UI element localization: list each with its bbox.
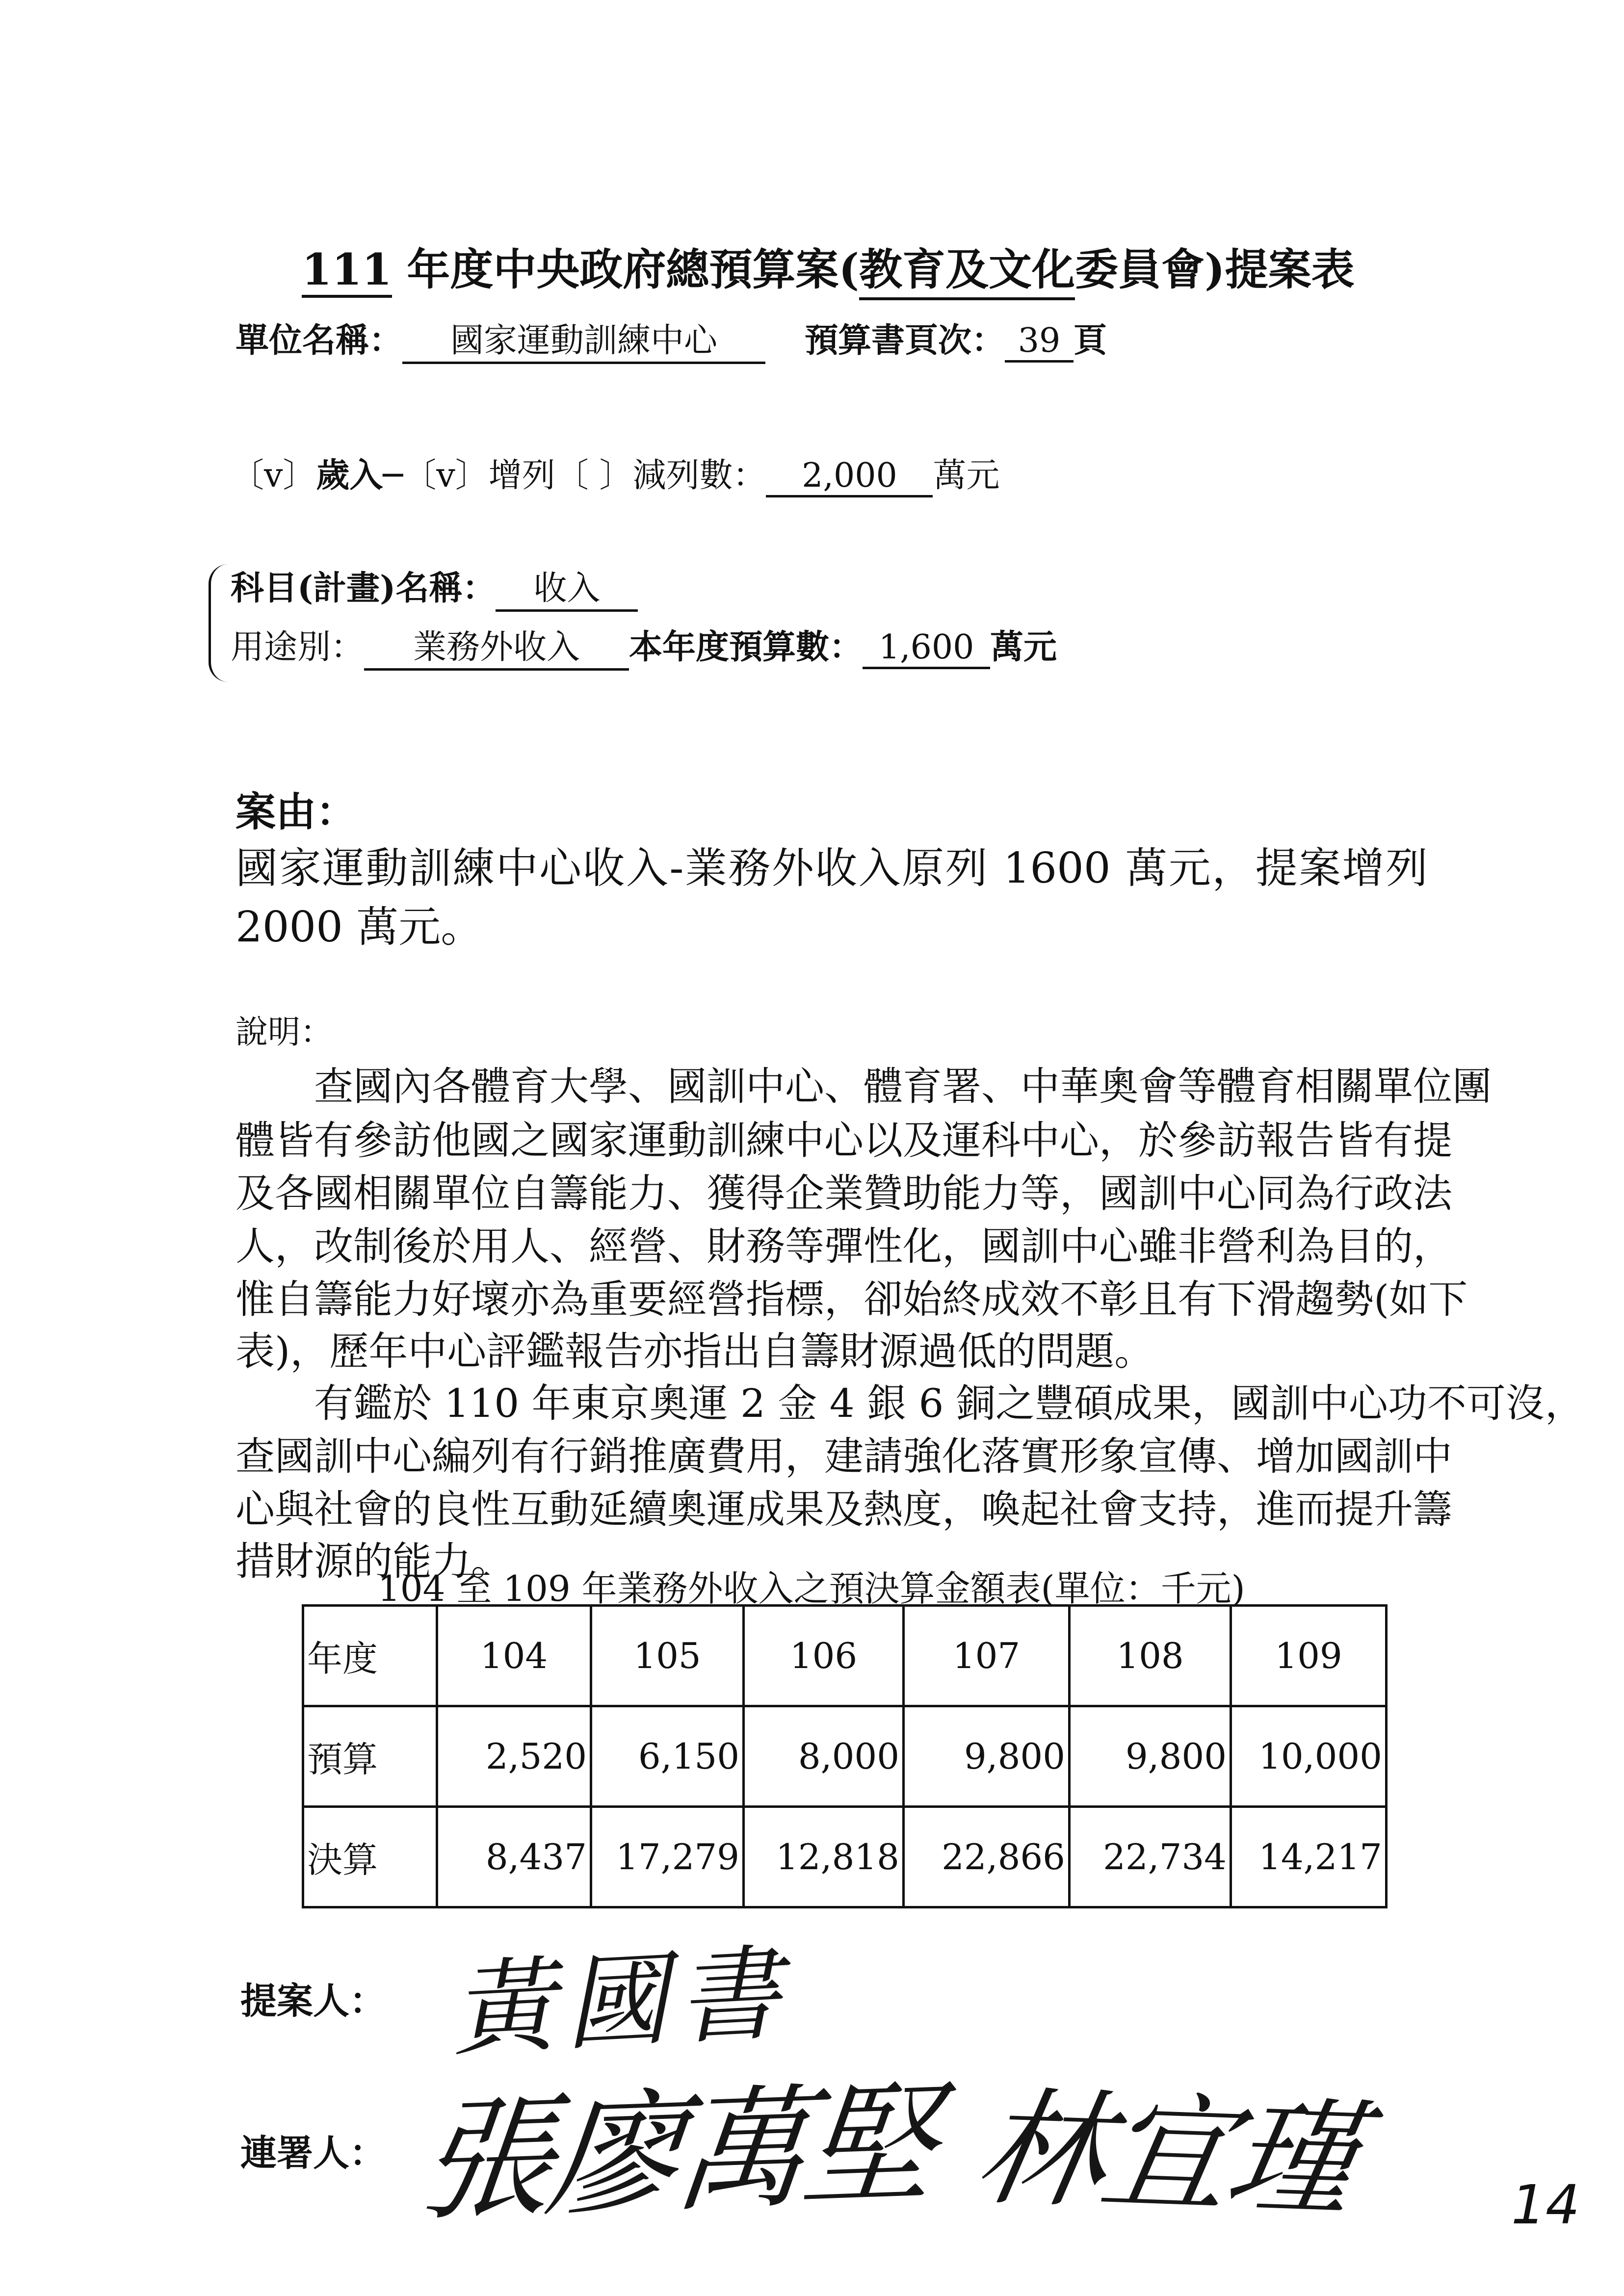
table-cell: 8,000 xyxy=(744,1706,904,1807)
table-header-row xyxy=(303,1606,1387,1706)
revenue-checkbox: 〔v〕 xyxy=(231,456,316,495)
increase-label: 增列 xyxy=(488,456,555,495)
usage-line xyxy=(231,621,1057,671)
table-caption: 104 至 109 年業務外收入之預決算金額表(單位：千元) xyxy=(378,1568,1245,1609)
table-cell: 9,800 xyxy=(904,1706,1070,1807)
unit-line xyxy=(236,314,1107,364)
title-year: 111 xyxy=(302,244,392,298)
explanation-line: 查國訓中心編列有行銷推廣費用，建請強化落實形象宣傳、增加國訓中 xyxy=(236,1434,1452,1479)
decrease-checkbox: 〔 〕 xyxy=(555,456,633,495)
cosigner-signature-1: 張廖萬堅 xyxy=(413,2066,939,2240)
table-cell: 105 xyxy=(591,1606,744,1706)
explanation-line: 惟自籌能力好壞亦為重要經營指標，卻始終成效不彰且有下滑趨勢(如下 xyxy=(236,1277,1468,1322)
reason-heading: 案由： xyxy=(236,788,357,835)
table-cell: 22,734 xyxy=(1070,1807,1231,1907)
unit-value: 國家運動訓練中心 xyxy=(402,314,765,364)
usage-value: 業務外收入 xyxy=(364,621,629,671)
table-cell: 107 xyxy=(904,1606,1070,1706)
explanation-line: 措財源的能力。 xyxy=(236,1539,510,1584)
decrease-label: 減列數： xyxy=(632,456,766,495)
table-cell: 2,520 xyxy=(437,1706,591,1807)
explanation-line: 有鑑於 110 年東京奧運 2 金 4 銀 6 銅之豐碩成果，國訓中心功不可沒， xyxy=(236,1381,1584,1426)
unit-label: 單位名稱： xyxy=(236,321,403,360)
table-cell: 6,150 xyxy=(591,1706,744,1807)
increase-checkbox: 〔v〕 xyxy=(403,456,489,495)
table-cell: 10,000 xyxy=(1231,1706,1387,1807)
explanation-line: 查國內各體育大學、國訓中心、體育署、中華奧會等體育相關單位團 xyxy=(236,1064,1492,1109)
budget-label: 本年度預算數： xyxy=(629,627,863,667)
table-cell: 決算 xyxy=(303,1807,437,1907)
table-cell: 8,437 xyxy=(437,1807,591,1907)
table-cell: 9,800 xyxy=(1070,1706,1231,1807)
adjust-line xyxy=(231,449,999,497)
title-suffix: 委員會)提案表 xyxy=(1075,244,1355,295)
budget-unit: 萬元 xyxy=(990,627,1057,667)
cosigner-signature-2: 林宜瑾 xyxy=(966,2074,1368,2235)
table-cell: 預算 xyxy=(303,1706,437,1807)
table-cell: 104 xyxy=(437,1606,591,1706)
reason-line: 2000 萬元。 xyxy=(236,903,483,952)
title-committee: 教育及文化 xyxy=(859,235,1075,300)
explanation-line: 人，改制後於用人、經營、財務等彈性化，國訓中心雖非營利為目的， xyxy=(236,1224,1452,1269)
budget-value: 1,600 xyxy=(863,628,990,669)
adjust-unit: 萬元 xyxy=(933,456,1000,495)
page-ref-suffix: 頁 xyxy=(1074,321,1107,360)
subject-label: 科目(計畫)名稱： xyxy=(231,569,496,608)
reason-line: 國家運動訓練中心收入-業務外收入原列 1600 萬元，提案增列 xyxy=(236,844,1428,893)
explanation-heading: 說明： xyxy=(236,1013,333,1051)
adjust-amount: 2,000 xyxy=(766,456,933,497)
budget-table xyxy=(302,1604,1388,1908)
explanation-line: 及各國相關單位自籌能力、獲得企業贊助能力等，國訓中心同為行政法 xyxy=(236,1171,1452,1216)
table-cell: 年度 xyxy=(303,1606,437,1706)
proposer-label: 提案人： xyxy=(240,1980,386,2022)
page-ref-label: 預算書頁次： xyxy=(805,321,1005,360)
explanation-line: 表)，歷年中心評鑑報告亦指出自籌財源過低的問題。 xyxy=(236,1329,1154,1374)
table-cell: 108 xyxy=(1070,1606,1231,1706)
table-cell: 14,217 xyxy=(1231,1807,1387,1907)
table-row xyxy=(303,1807,1387,1907)
table-cell: 106 xyxy=(744,1606,904,1706)
page-ref-value: 39 xyxy=(1005,321,1074,363)
usage-label: 用途別： xyxy=(231,628,365,667)
table-cell: 12,818 xyxy=(744,1807,904,1907)
table-row xyxy=(303,1706,1387,1807)
cosigner-label: 連署人： xyxy=(240,2132,386,2174)
bracket xyxy=(209,564,231,682)
table-cell: 22,866 xyxy=(904,1807,1070,1907)
table-cell: 17,279 xyxy=(591,1807,744,1907)
title-text: 年度中央政府總預算案( xyxy=(392,244,859,295)
proposer-signature: 黃國書 xyxy=(448,1933,793,2071)
subject-value: 收入 xyxy=(496,562,638,612)
page-number: 14 xyxy=(1511,2173,1580,2236)
table-cell: 109 xyxy=(1231,1606,1387,1706)
revenue-label: 歲入─ xyxy=(316,456,403,495)
subject-line xyxy=(231,562,638,612)
explanation-line: 心與社會的良性互動延續奧運成果及熱度，喚起社會支持，進而提升籌 xyxy=(236,1487,1452,1532)
explanation-line: 體皆有參訪他國之國家運動訓練中心以及運科中心，於參訪報告皆有提 xyxy=(236,1118,1452,1163)
document-title xyxy=(302,235,1355,300)
